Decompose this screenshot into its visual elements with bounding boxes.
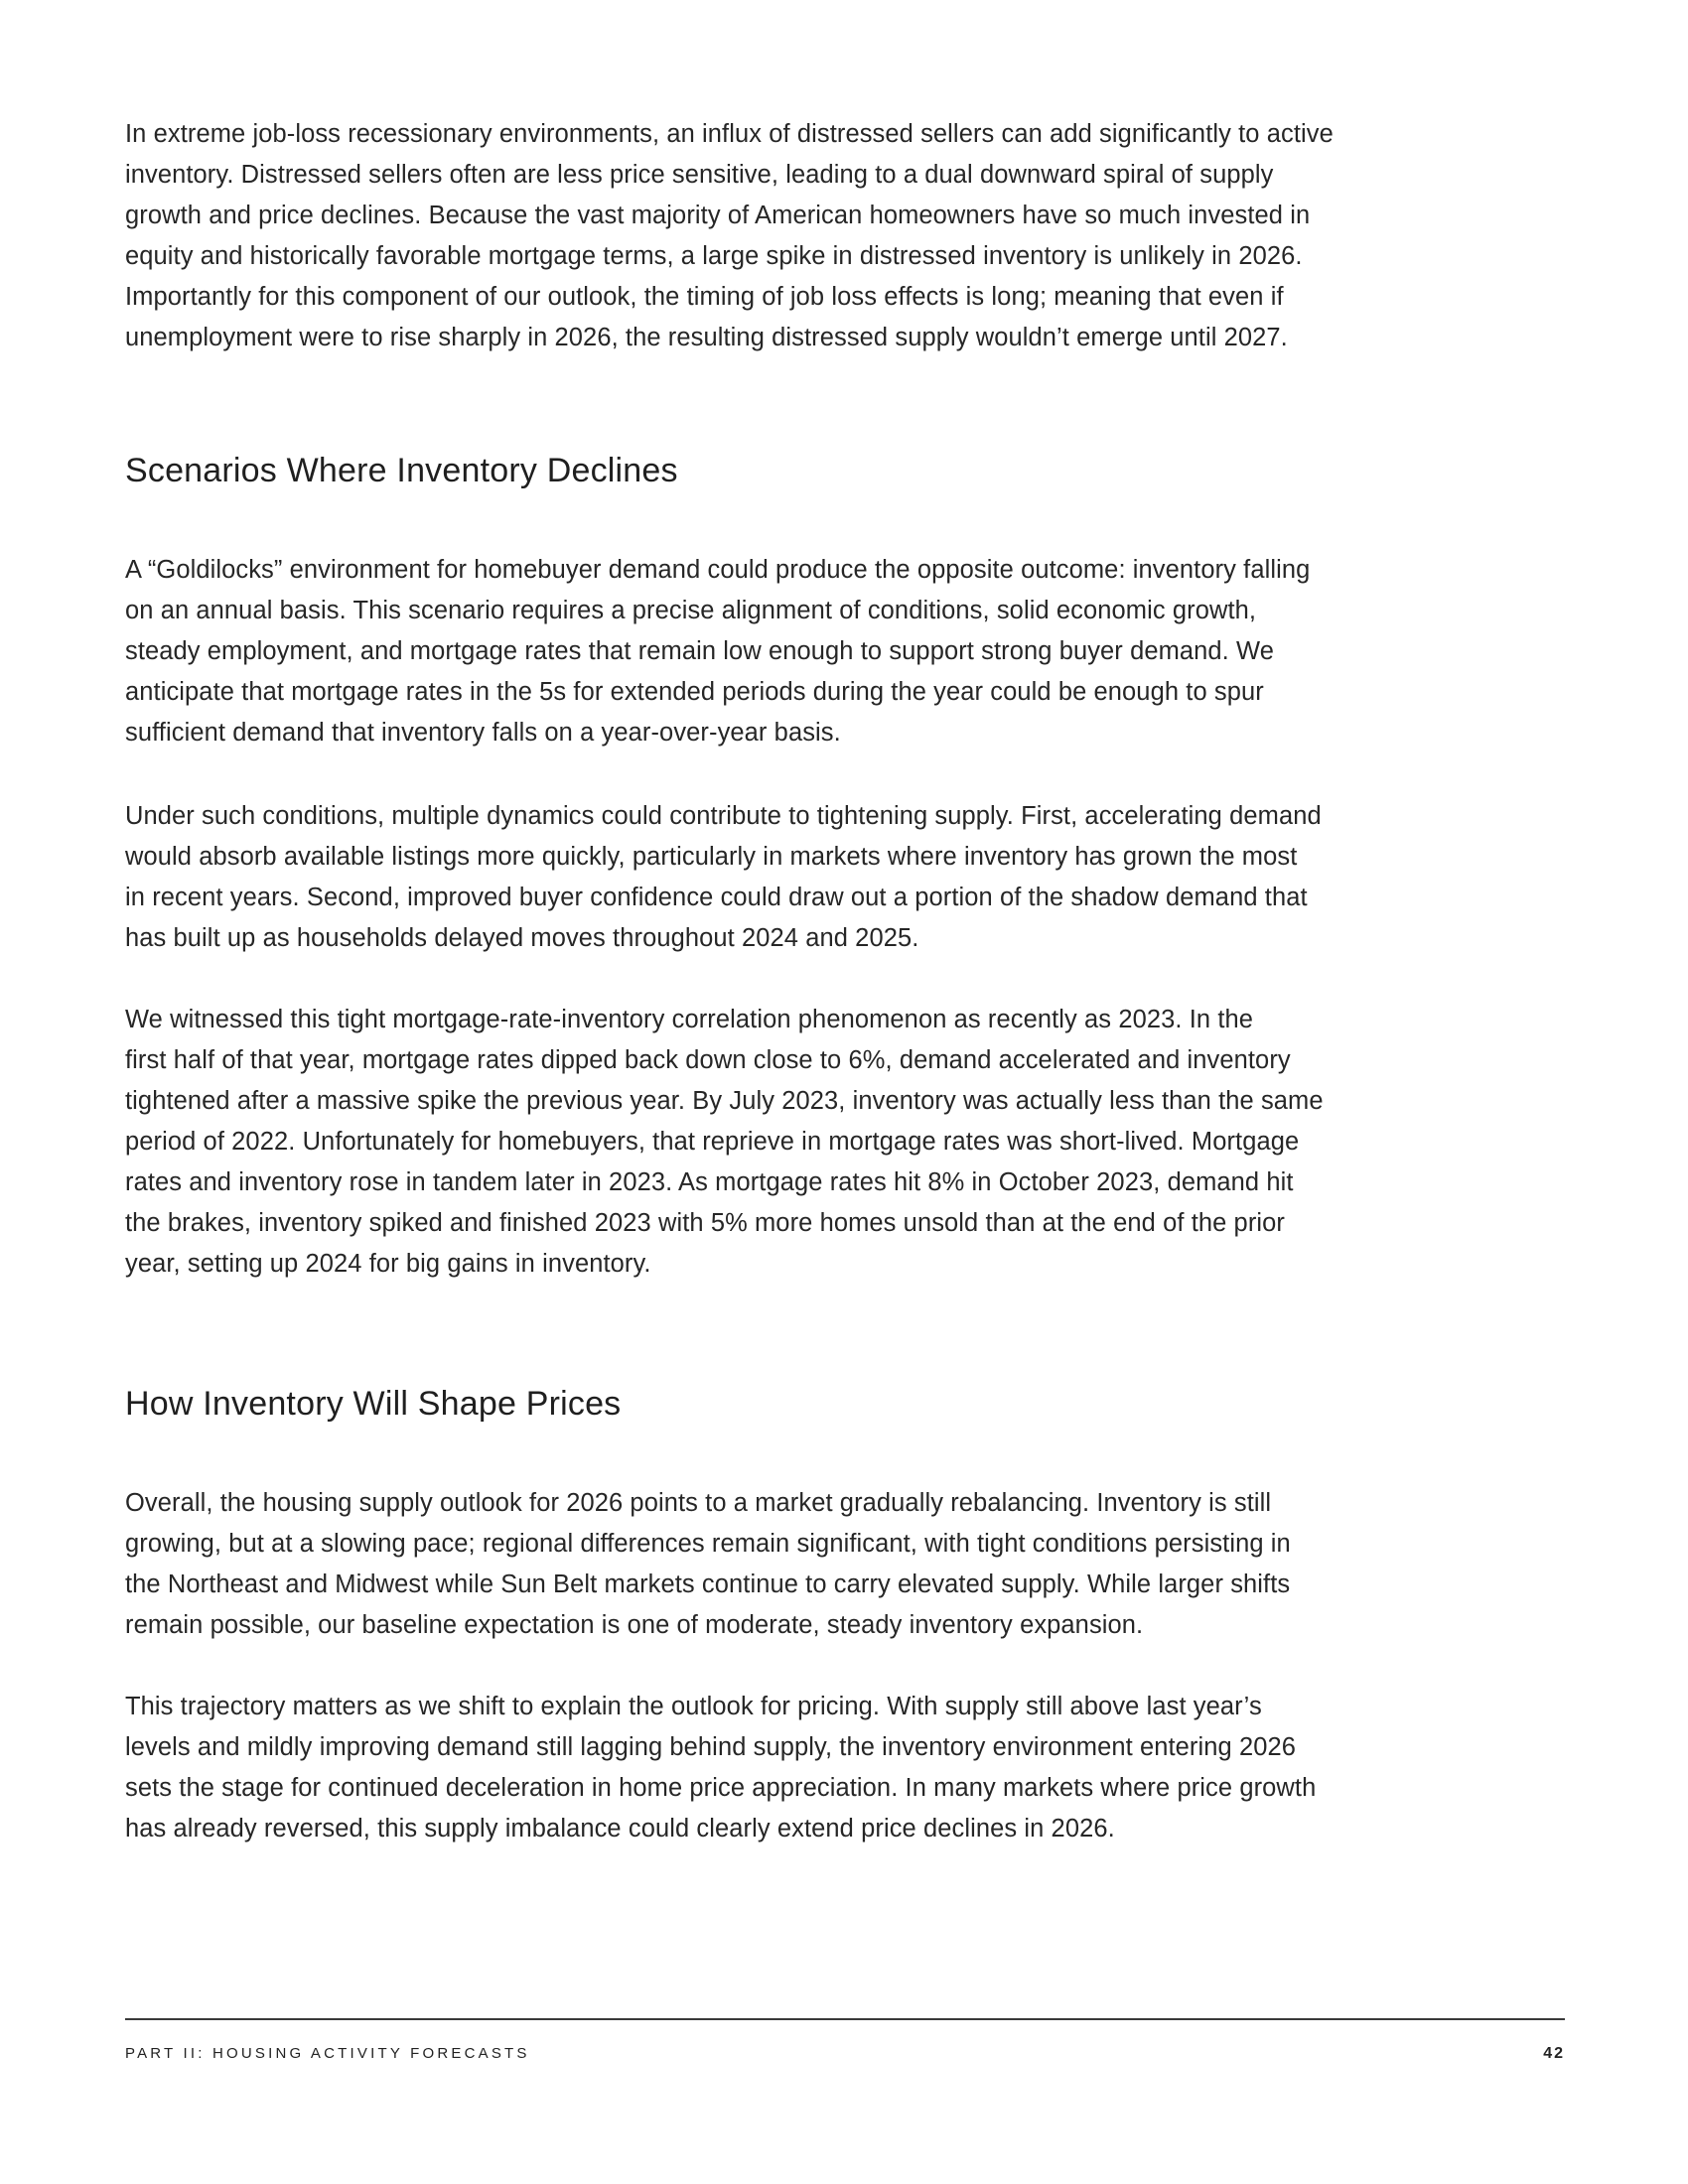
- text-line: inventory. Distressed sellers often are less price sensitive, leading to a dual downward spiral of supply: [125, 161, 1274, 189]
- paragraph-tightening-supply: [125, 796, 1565, 959]
- text-line: tightened after a massive spike the previous year. By July 2023, inventory was actually less than the same: [125, 1087, 1324, 1115]
- text-line: levels and mildly improving demand still lagging behind supply, the inventory environment entering 2026: [125, 1733, 1297, 1761]
- text-line: rates and inventory rose in tandem later in 2023. As mortgage rates hit 8% in October 2023, demand hit: [125, 1168, 1294, 1196]
- text-line: equity and historically favorable mortgage terms, a large spike in distressed inventory is unlikely in 2026.: [125, 242, 1303, 270]
- footer-divider: [125, 2018, 1565, 2020]
- text-line: year, setting up 2024 for big gains in inventory.: [125, 1250, 651, 1278]
- text-line: period of 2022. Unfortunately for homebuyers, that reprieve in mortgage rates was short-lived. Mortgage: [125, 1128, 1300, 1156]
- text-line: unemployment were to rise sharply in 2026, the resulting distressed supply wouldn’t emerge until 2027.: [125, 324, 1288, 351]
- text-line: sets the stage for continued deceleration in home price appreciation. In many markets where price growth: [125, 1774, 1317, 1802]
- text-line: sufficient demand that inventory falls on a year-over-year basis.: [125, 719, 841, 747]
- section-heading-scenarios: Scenarios Where Inventory Declines: [125, 452, 678, 489]
- page-number: 42: [1543, 2045, 1565, 2062]
- text-line: In extreme job-loss recessionary environments, an influx of distressed sellers can add significantly to active: [125, 120, 1334, 148]
- text-line: the brakes, inventory spiked and finished 2023 with 5% more homes unsold than at the end of the prior: [125, 1209, 1286, 1237]
- text-line: A “Goldilocks” environment for homebuyer demand could produce the opposite outcome: inventory falling: [125, 556, 1311, 584]
- text-line: growth and price declines. Because the vast majority of American homeowners have so much invested in: [125, 202, 1311, 229]
- text-line: on an annual basis. This scenario requires a precise alignment of conditions, solid economic growth,: [125, 597, 1257, 624]
- text-line: Importantly for this component of our outlook, the timing of job loss effects is long; meaning that even if: [125, 283, 1284, 311]
- text-line: steady employment, and mortgage rates that remain low enough to support strong buyer demand. We: [125, 637, 1274, 665]
- text-line: would absorb available listings more quickly, particularly in markets where inventory has grown the most: [125, 843, 1298, 871]
- paragraph-pricing-outlook: [125, 1687, 1565, 1849]
- text-line: growing, but at a slowing pace; regional differences remain significant, with tight conditions persisting in: [125, 1530, 1291, 1558]
- text-line: the Northeast and Midwest while Sun Belt markets continue to carry elevated supply. While larger shifts: [125, 1570, 1291, 1598]
- paragraph-2023-example: [125, 1000, 1565, 1285]
- footer-section-label: PART II: HOUSING ACTIVITY FORECASTS: [125, 2045, 530, 2062]
- text-line: has built up as households delayed moves throughout 2024 and 2025.: [125, 924, 919, 952]
- text-line: We witnessed this tight mortgage-rate-inventory correlation phenomenon as recently as 2023. In the: [125, 1006, 1254, 1033]
- text-line: Under such conditions, multiple dynamics could contribute to tightening supply. First, accelerating demand: [125, 802, 1322, 830]
- text-line: This trajectory matters as we shift to explain the outlook for pricing. With supply still above last year’s: [125, 1693, 1262, 1720]
- section-heading-prices: How Inventory Will Shape Prices: [125, 1385, 622, 1423]
- paragraph-goldilocks: [125, 550, 1565, 753]
- paragraph-supply-outlook: [125, 1483, 1565, 1646]
- text-line: first half of that year, mortgage rates dipped back down close to 6%, demand accelerated and inventory: [125, 1046, 1291, 1074]
- text-line: anticipate that mortgage rates in the 5s for extended periods during the year could be enough to spur: [125, 678, 1264, 706]
- text-line: remain possible, our baseline expectation is one of moderate, steady inventory expansion.: [125, 1611, 1144, 1639]
- text-line: in recent years. Second, improved buyer confidence could draw out a portion of the shadow demand that: [125, 884, 1308, 911]
- text-line: Overall, the housing supply outlook for 2026 points to a market gradually rebalancing. Inventory is still: [125, 1489, 1272, 1517]
- paragraph-intro: [125, 114, 1565, 358]
- text-line: has already reversed, this supply imbalance could clearly extend price declines in 2026.: [125, 1815, 1115, 1843]
